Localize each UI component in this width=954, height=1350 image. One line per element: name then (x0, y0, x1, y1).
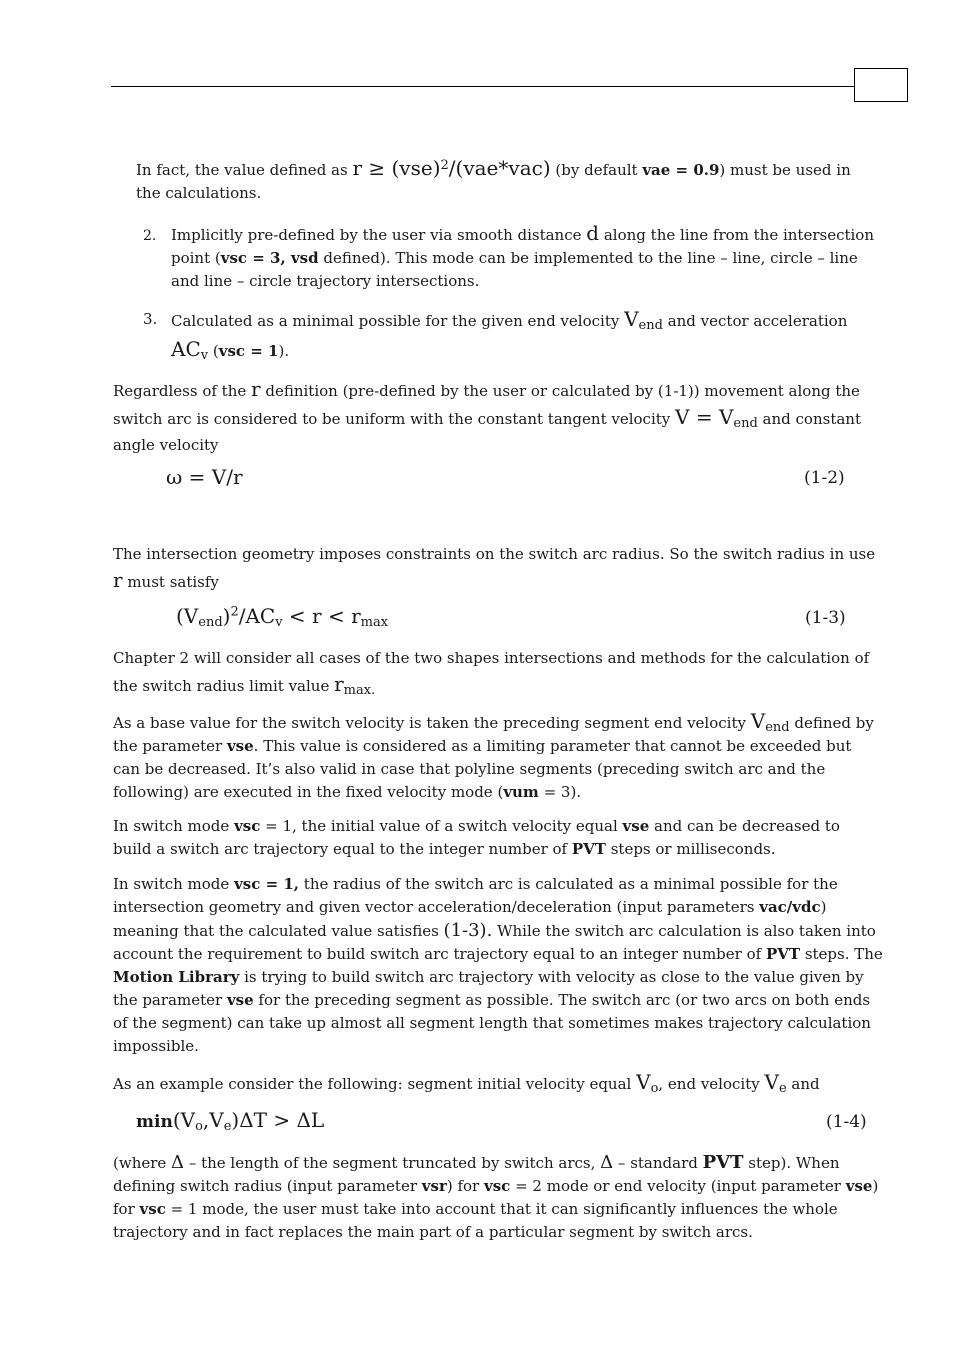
paragraph-constraints: The intersection geometry imposes constraints on the switch arc radius. So the switch radius in use r must satisfy (113, 545, 876, 592)
header-rule (111, 86, 855, 87)
list-item-3: Calculated as a minimal possible for the given end velocity $V_{end}$ and vector acceleration $AC_v$ (vsc = 1). (171, 307, 848, 363)
paragraph-base-velocity: As a base value for the switch velocity is taken the preceding segment end velocity $V_{end}$ defined by the parameter vse. This value is considered as a limiting parameter that cannot be exceeded but can be decreased. It’s also valid in case that polyline segments (preceding switch arc and the following) are executed in the fixed velocity mode (vum = 3). (113, 709, 874, 801)
list-number-2: 2. (143, 228, 157, 244)
paragraph-where: (where Δ – the length of the segment truncated by switch arcs, Δ – standard PVT step). When defining switch radius (input parameter vsr) for vsc = 2 mode or end velocity (input parameter vse) for vsc = 1 mode, the user must take into account that it can significantly influences the whole trajectory and in fact replaces the main part of a particular segment by switch arcs. (113, 1152, 879, 1241)
equation-radius-limits: $(V_{end})^2/AC_v < r < r_{max}$ (176, 604, 389, 630)
paragraph-switch-mode-radius: In switch mode vsc = 1, the radius of the switch arc is calculated as a minimal possible for the intersection geometry and given vector acceleration/deceleration (input parameters vac/vdc) meaning that the calculated value satisfies (1-3). While the switch arc calculation is also taken into account the requirement to build switch arc trajectory equal to an integer number of PVT steps. The Motion Library is trying to build switch arc trajectory with velocity as close to the value given by the parameter vse for the preceding segment as possible. The switch arc (or two arcs on both ends of the segment) can take up almost all segment length that sometimes makes trajectory calculation impossible. (113, 875, 883, 1055)
paragraph-uniform-movement: Regardless of the r definition (pre-defined by the user or calculated by (1-1)) movement along the switch arc is considered to be uniform with the constant tangent velocity $V = V_{end}$ and constant angle velocity (113, 377, 861, 454)
paragraph-chapter-2: Chapter 2 will consider all cases of the two shapes intersections and methods for the calculation of the switch radius limit value $r_{max.}$ (113, 649, 870, 698)
paragraph-example: As an example consider the following: segment initial velocity equal $V_o$, end velocity $V_e$ and (113, 1070, 820, 1096)
equation-angle-velocity: ω = V/r (166, 465, 243, 489)
list-item-2: Implicitly pre-defined by the user via smooth distance d along the line from the intersection point (vsc = 3, vsd defined). This mode can be implemented to the line – line, circle – line and line – circle trajectory intersections. (171, 221, 875, 290)
equation-number: (1-2) (804, 468, 845, 488)
paragraph-vae-default: In fact, the value defined as r ≥ (vse)$^2$/(vae*vac) (by default vae = 0.9) must be used in the calculations. (136, 156, 851, 202)
equation-min-velocity: $\min(V_o,V_e)\Delta T > \Delta L$ (136, 1108, 325, 1134)
paragraph-switch-mode-velocity: In switch mode vsc = 1, the initial value of a switch velocity equal vse and can be decreased to build a switch arc trajectory equal to the integer number of PVT steps or milliseconds. (113, 817, 840, 858)
equation-number: (1-4) (826, 1112, 867, 1132)
list-number-3: 3. (143, 310, 158, 328)
page-number-box (854, 68, 908, 102)
equation-number: (1-3) (805, 608, 846, 628)
